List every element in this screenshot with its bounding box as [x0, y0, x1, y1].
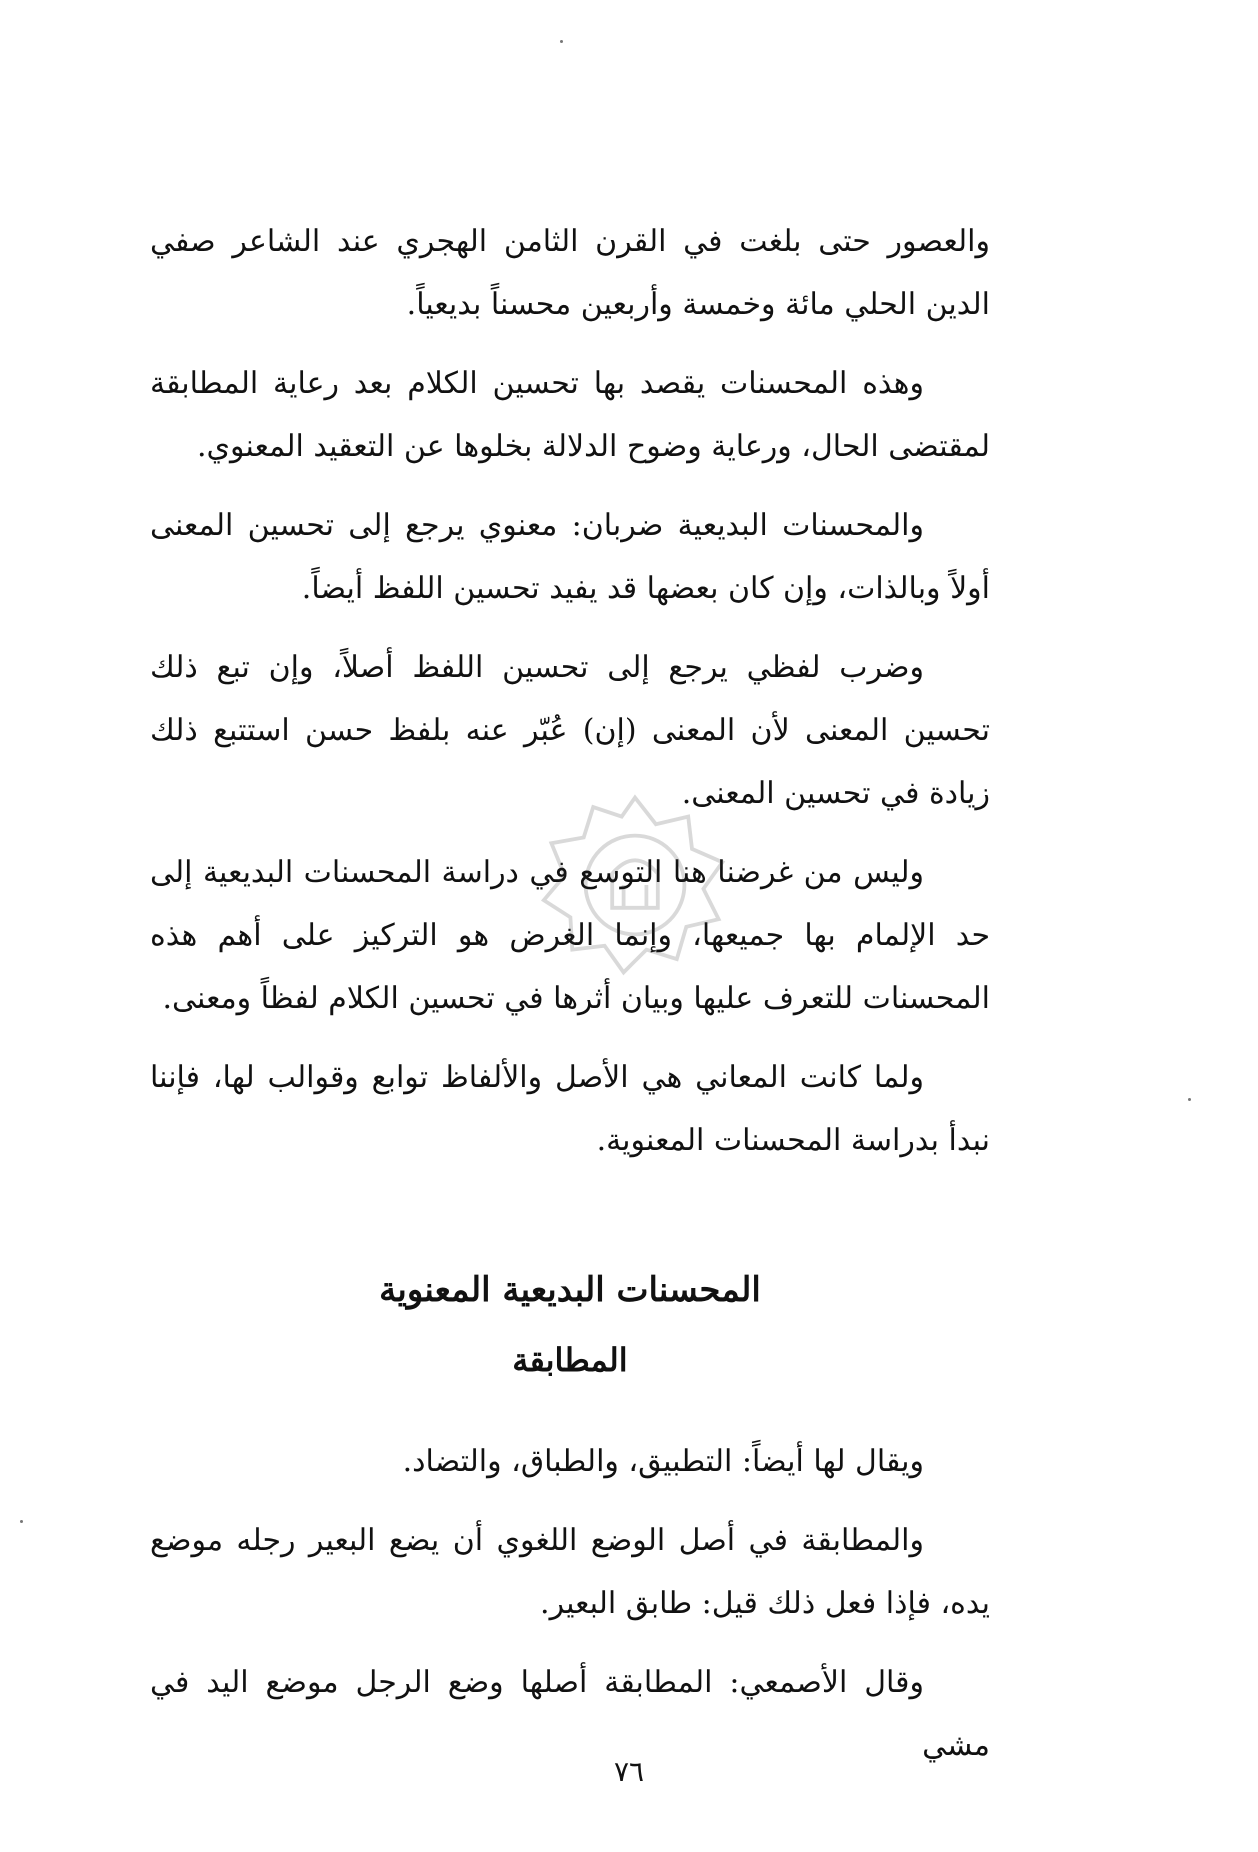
- scan-speck: [20, 1520, 23, 1523]
- section-heading: المحسنات البديعية المعنوية: [379, 1270, 761, 1310]
- paragraph-6: ولما كانت المعاني هي الأصل والألفاظ توابع وقوالب لها، فإننا نبدأ بدراسة المحسنات المعنوية.: [150, 1060, 990, 1158]
- section-paragraph-3: وقال الأصمعي: المطابقة أصلها وضع الرجل موضع اليد في مشي: [150, 1665, 990, 1763]
- paragraph-3: والمحسنات البديعية ضربان: معنوي يرجع إلى تحسين المعنى أولاً وبالذات، وإن كان بعضها قد يفيد تحسين اللفظ أيضاً.: [150, 508, 990, 606]
- scan-speck: [1188, 1098, 1191, 1101]
- paragraph-1: والعصور حتى بلغت في القرن الثامن الهجري عند الشاعر صفي الدين الحلي مائة وخمسة وأربعين محسناً بديعياً.: [150, 224, 990, 322]
- paragraph-4: وضرب لفظي يرجع إلى تحسين اللفظ أصلاً، وإن تبع ذلك تحسين المعنى لأن المعنى (إن) عُبّر عنه بلفظ حسن استتبع ذلك زيادة في تحسين المعنى.: [150, 650, 990, 811]
- section-paragraph-2: والمطابقة في أصل الوضع اللغوي أن يضع البعير رجله موضع يده، فإذا فعل ذلك قيل: طابق البعير.: [150, 1523, 990, 1621]
- scan-speck: [560, 40, 563, 43]
- paragraph-2: وهذه المحسنات يقصد بها تحسين الكلام بعد رعاية المطابقة لمقتضى الحال، ورعاية وضوح الدلالة بخلوها عن التعقيد المعنوي.: [150, 366, 990, 464]
- page-body: [150, 210, 990, 1793]
- section-paragraph-1: ويقال لها أيضاً: التطبيق، والطباق، والتضاد.: [402, 1444, 924, 1479]
- page-number: ٧٦: [613, 1755, 645, 1788]
- paragraph-5: وليس من غرضنا هنا التوسع في دراسة المحسنات البديعية إلى حد الإلمام بها جميعها، وإنما الغرض هو التركيز على أهم هذه المحسنات للتعرف عليها وبيان أثرها في تحسين الكلام لفظاً ومعنى.: [150, 855, 990, 1016]
- sub-heading: المطابقة: [512, 1341, 628, 1379]
